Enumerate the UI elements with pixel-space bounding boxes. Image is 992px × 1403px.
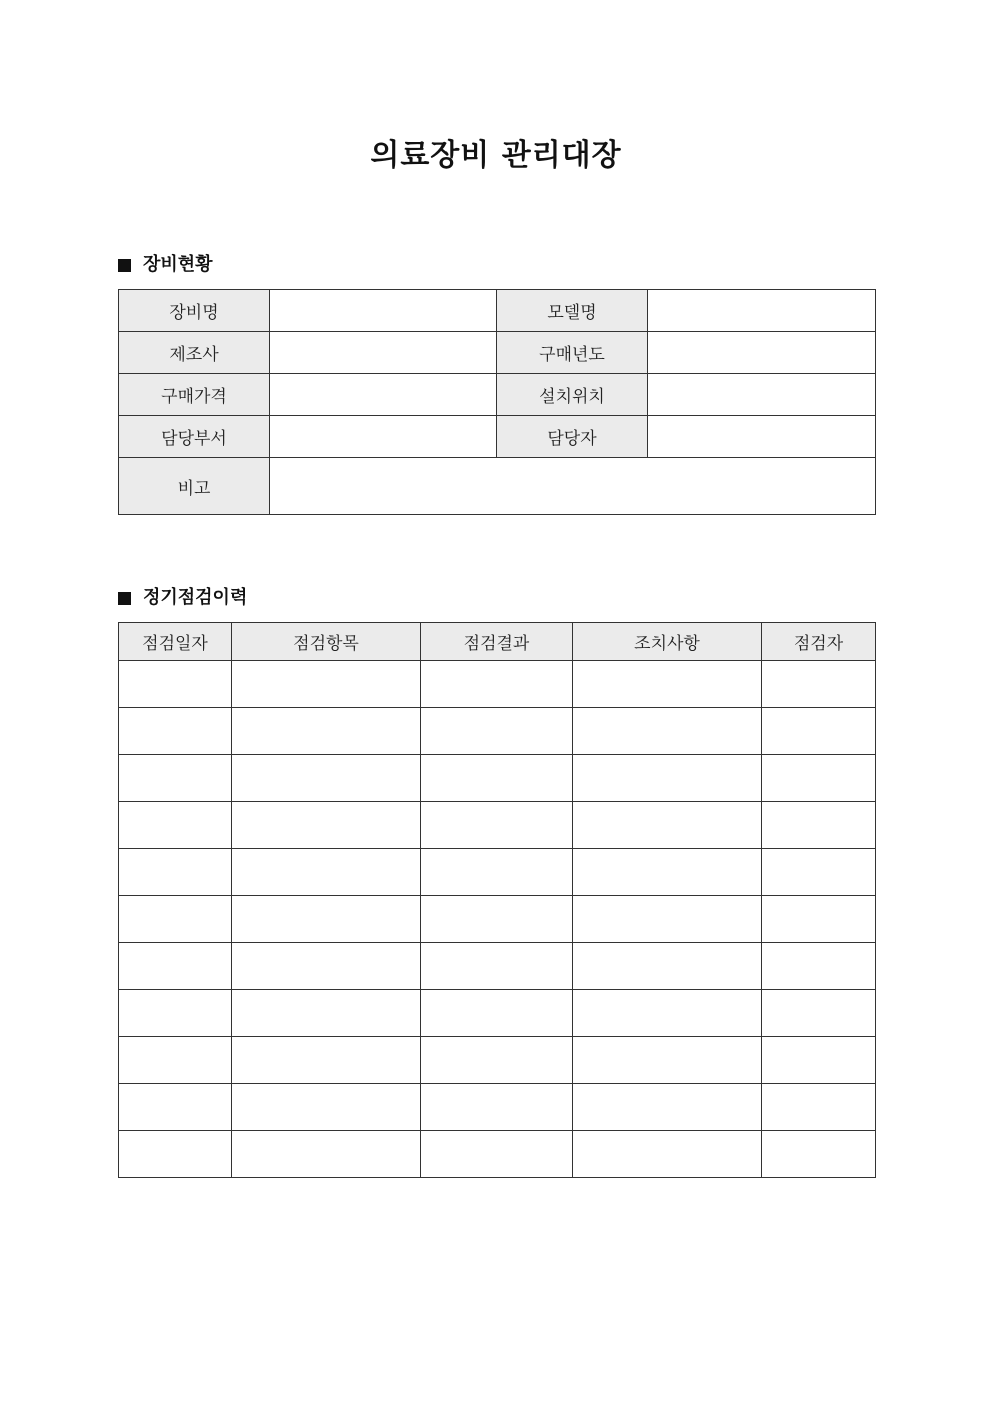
manager-field[interactable] <box>648 416 876 458</box>
inspection-item-cell[interactable] <box>232 708 421 755</box>
page-title: 의료장비 관리대장 <box>370 138 622 173</box>
table-row <box>119 661 876 708</box>
square-bullet-icon <box>118 259 131 272</box>
inspector-cell[interactable] <box>762 1037 876 1084</box>
column-header: 점검자 <box>762 623 876 661</box>
inspector-cell[interactable] <box>762 849 876 896</box>
inspection-result-cell[interactable] <box>421 755 573 802</box>
inspection-item-cell[interactable] <box>232 990 421 1037</box>
table-row <box>119 416 876 458</box>
inspection-result-cell[interactable] <box>421 849 573 896</box>
equipment-status-table <box>118 289 876 515</box>
table-row <box>119 896 876 943</box>
inspection-item-cell[interactable] <box>232 849 421 896</box>
action-taken-cell[interactable] <box>573 1084 762 1131</box>
table-row <box>119 332 876 374</box>
column-header: 조치사항 <box>573 623 762 661</box>
inspector-cell[interactable] <box>762 990 876 1037</box>
inspection-item-cell[interactable] <box>232 1131 421 1178</box>
remarks-field[interactable] <box>270 458 876 515</box>
table-header-row <box>119 623 876 661</box>
equipment-name-field[interactable] <box>270 290 497 332</box>
inspection-date-cell[interactable] <box>119 990 232 1037</box>
department-field[interactable] <box>270 416 497 458</box>
inspection-date-cell[interactable] <box>119 943 232 990</box>
purchase-year-field[interactable] <box>648 332 876 374</box>
field-label: 비고 <box>119 458 270 515</box>
inspection-result-cell[interactable] <box>421 990 573 1037</box>
table-row <box>119 1084 876 1131</box>
table-row <box>119 374 876 416</box>
inspector-cell[interactable] <box>762 661 876 708</box>
inspection-item-cell[interactable] <box>232 802 421 849</box>
table-row <box>119 290 876 332</box>
inspection-date-cell[interactable] <box>119 1084 232 1131</box>
inspection-history-table <box>118 622 876 1178</box>
action-taken-cell[interactable] <box>573 802 762 849</box>
inspection-item-cell[interactable] <box>232 755 421 802</box>
inspection-item-cell[interactable] <box>232 1037 421 1084</box>
inspector-cell[interactable] <box>762 802 876 849</box>
model-name-field[interactable] <box>648 290 876 332</box>
action-taken-cell[interactable] <box>573 708 762 755</box>
inspection-date-cell[interactable] <box>119 1131 232 1178</box>
inspection-date-cell[interactable] <box>119 849 232 896</box>
field-label: 구매가격 <box>119 374 270 416</box>
inspection-item-cell[interactable] <box>232 896 421 943</box>
action-taken-cell[interactable] <box>573 849 762 896</box>
section-heading-equipment <box>118 253 213 277</box>
table-row <box>119 708 876 755</box>
table-row <box>119 458 876 515</box>
action-taken-cell[interactable] <box>573 755 762 802</box>
purchase-price-field[interactable] <box>270 374 497 416</box>
column-header: 점검일자 <box>119 623 232 661</box>
action-taken-cell[interactable] <box>573 896 762 943</box>
inspection-result-cell[interactable] <box>421 1037 573 1084</box>
table-row <box>119 849 876 896</box>
inspector-cell[interactable] <box>762 943 876 990</box>
field-label: 담당자 <box>497 416 648 458</box>
inspection-result-cell[interactable] <box>421 661 573 708</box>
action-taken-cell[interactable] <box>573 943 762 990</box>
inspection-date-cell[interactable] <box>119 755 232 802</box>
section-heading-label: 정기점검이력 <box>143 587 248 608</box>
field-label: 구매년도 <box>497 332 648 374</box>
section-heading-label: 장비현황 <box>143 254 213 275</box>
section-heading-inspection <box>118 586 247 610</box>
inspection-result-cell[interactable] <box>421 802 573 849</box>
inspection-result-cell[interactable] <box>421 943 573 990</box>
table-row <box>119 990 876 1037</box>
column-header: 점검항목 <box>232 623 421 661</box>
table-row <box>119 1037 876 1084</box>
inspection-date-cell[interactable] <box>119 896 232 943</box>
manufacturer-field[interactable] <box>270 332 497 374</box>
install-location-field[interactable] <box>648 374 876 416</box>
inspector-cell[interactable] <box>762 896 876 943</box>
inspection-date-cell[interactable] <box>119 802 232 849</box>
field-label: 담당부서 <box>119 416 270 458</box>
field-label: 제조사 <box>119 332 270 374</box>
table-row <box>119 755 876 802</box>
inspector-cell[interactable] <box>762 755 876 802</box>
inspection-date-cell[interactable] <box>119 661 232 708</box>
column-header: 점검결과 <box>421 623 573 661</box>
inspection-result-cell[interactable] <box>421 1084 573 1131</box>
action-taken-cell[interactable] <box>573 1037 762 1084</box>
inspector-cell[interactable] <box>762 708 876 755</box>
action-taken-cell[interactable] <box>573 990 762 1037</box>
action-taken-cell[interactable] <box>573 1131 762 1178</box>
inspection-date-cell[interactable] <box>119 708 232 755</box>
inspection-item-cell[interactable] <box>232 661 421 708</box>
inspection-item-cell[interactable] <box>232 943 421 990</box>
inspector-cell[interactable] <box>762 1131 876 1178</box>
inspection-result-cell[interactable] <box>421 708 573 755</box>
square-bullet-icon <box>118 592 131 605</box>
field-label: 모델명 <box>497 290 648 332</box>
field-label: 장비명 <box>119 290 270 332</box>
table-row <box>119 802 876 849</box>
action-taken-cell[interactable] <box>573 661 762 708</box>
inspection-result-cell[interactable] <box>421 896 573 943</box>
inspection-item-cell[interactable] <box>232 1084 421 1131</box>
table-row <box>119 1131 876 1178</box>
inspection-date-cell[interactable] <box>119 1037 232 1084</box>
inspection-result-cell[interactable] <box>421 1131 573 1178</box>
field-label: 설치위치 <box>497 374 648 416</box>
table-row <box>119 943 876 990</box>
inspector-cell[interactable] <box>762 1084 876 1131</box>
